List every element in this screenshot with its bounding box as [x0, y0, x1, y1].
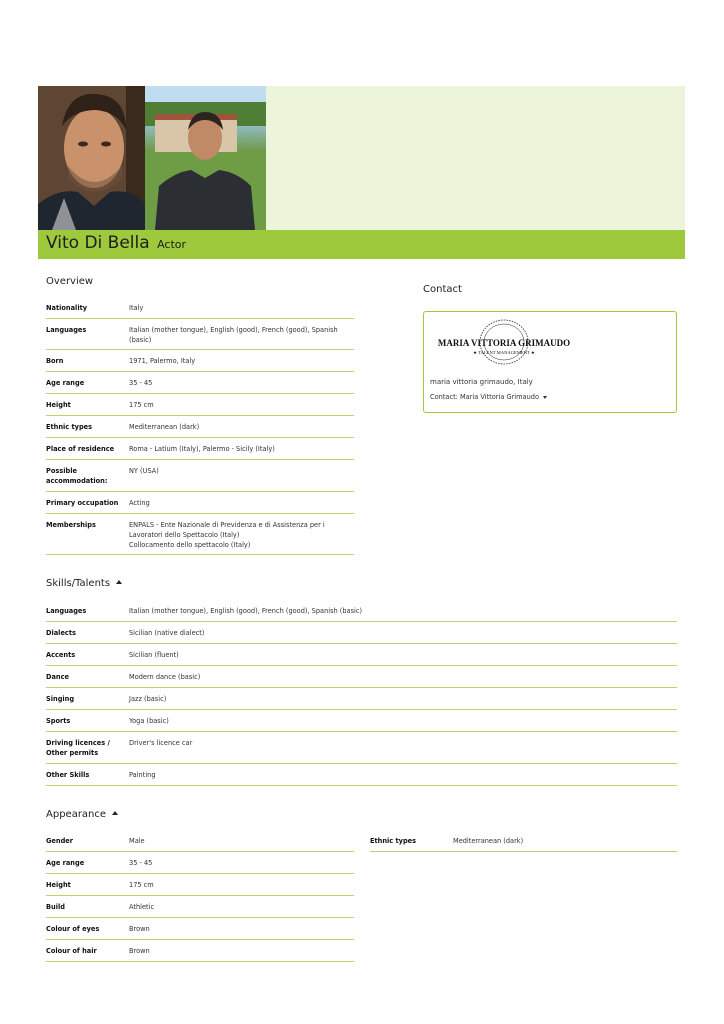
contact-person[interactable] — [430, 393, 547, 401]
name-bar — [38, 230, 685, 259]
agency-logo[interactable] — [430, 318, 580, 376]
skills-title[interactable] — [46, 578, 122, 589]
contact-card — [423, 311, 677, 413]
row-value: Driver's licence car — [129, 739, 193, 747]
row-value: Male — [129, 837, 145, 845]
skills-row — [46, 738, 677, 764]
overview-row — [46, 303, 354, 319]
row-label: Dance — [46, 673, 69, 681]
logo-name: MARIA VITTORIA GRIMAUDO — [437, 338, 571, 348]
skills-row — [46, 628, 677, 644]
appearance-row — [46, 946, 354, 962]
row-label: Colour of eyes — [46, 925, 100, 933]
row-label: Colour of hair — [46, 947, 97, 955]
row-value: Modern dance (basic) — [129, 673, 201, 681]
row-label: Place of residence — [46, 445, 115, 453]
appearance-row — [46, 902, 354, 918]
overview-row — [46, 520, 354, 555]
row-value: Italian (mother tongue), English (good), French (good), Spanish (basic) — [129, 326, 338, 344]
caret-up-icon[interactable] — [116, 580, 122, 584]
profile-photo-1[interactable] — [38, 86, 145, 230]
agency-name: maria vittoria grimaudo, Italy — [430, 378, 533, 386]
row-label: Gender — [46, 837, 74, 845]
row-label: Languages — [46, 326, 87, 334]
row-value: Sicilian (fluent) — [129, 651, 179, 659]
overview-row — [46, 400, 354, 416]
row-label: Build — [46, 903, 65, 911]
skills-row — [46, 770, 677, 786]
profile-photo-2[interactable] — [145, 86, 266, 230]
row-value: 1971, Palermo, Italy — [129, 357, 196, 365]
row-value: Brown — [129, 925, 150, 933]
row-value: Italy — [129, 304, 144, 312]
profile-role: Actor — [157, 238, 187, 251]
row-label: Nationality — [46, 304, 88, 312]
row-value: Acting — [129, 499, 150, 507]
skills-row — [46, 672, 677, 688]
row-label: Born — [46, 357, 64, 365]
row-value: Yoga (basic) — [129, 717, 169, 725]
row-label: Ethnic types — [46, 423, 93, 431]
overview-row — [46, 444, 354, 460]
appearance-row-right — [370, 836, 677, 852]
row-value: Roma - Latium (Italy), Palermo - Sicily (Italy) — [129, 445, 275, 453]
row-value: 175 cm — [129, 401, 154, 409]
row-label: Other Skills — [46, 771, 90, 779]
skills-title-text: Skills/Talents — [46, 578, 111, 589]
overview-row — [46, 498, 354, 514]
chevron-down-icon[interactable] — [543, 396, 547, 399]
skills-row — [46, 650, 677, 666]
appearance-title-text: Appearance — [46, 809, 107, 820]
row-label: Languages — [46, 607, 87, 615]
appearance-title[interactable] — [46, 809, 118, 820]
overview-row — [46, 378, 354, 394]
row-value: NY (USA) — [129, 467, 159, 475]
row-label: Sports — [46, 717, 71, 725]
appearance-row — [46, 836, 354, 852]
row-value: Painting — [129, 771, 156, 779]
skills-row — [46, 716, 677, 732]
row-label: Accents — [46, 651, 76, 659]
contact-title: Contact — [423, 284, 462, 295]
row-value: ENPALS - Ente Nazionale di Previdenza e di Assistenza per i Lavoratori dello Spettacolo (Italy) Collocamento dello spettacolo (Italy) — [129, 521, 325, 549]
row-label: Possible accommodation: — [46, 467, 108, 485]
skills-row — [46, 606, 677, 622]
row-label: Ethnic types — [370, 837, 417, 845]
row-label: Height — [46, 881, 71, 889]
row-value: Mediterranean (dark) — [129, 423, 200, 431]
row-value: 175 cm — [129, 881, 154, 889]
row-label: Age range — [46, 859, 85, 867]
row-label: Age range — [46, 379, 85, 387]
row-value: Jazz (basic) — [129, 695, 167, 703]
row-label: Primary occupation — [46, 499, 119, 507]
overview-title: Overview — [46, 276, 94, 287]
profile-name — [46, 233, 186, 253]
overview-row — [46, 422, 354, 438]
appearance-row — [46, 880, 354, 896]
caret-up-icon[interactable] — [112, 811, 118, 815]
row-label: Driving licences / Other permits — [46, 739, 110, 757]
contact-person-label: Contact: Maria Vittoria Grimaudo — [430, 393, 539, 401]
row-value: 35 - 45 — [129, 379, 153, 387]
profile-name-text: Vito Di Bella — [46, 233, 150, 253]
row-value: Brown — [129, 947, 150, 955]
overview-row — [46, 325, 354, 350]
row-value: Italian (mother tongue), English (good), French (good), Spanish (basic) — [129, 607, 363, 615]
appearance-row — [46, 858, 354, 874]
appearance-row — [46, 924, 354, 940]
row-label: Singing — [46, 695, 75, 703]
overview-row — [46, 356, 354, 372]
row-value: Athletic — [129, 903, 155, 911]
row-label: Dialects — [46, 629, 76, 637]
row-label: Height — [46, 401, 71, 409]
overview-row — [46, 466, 354, 492]
row-value: 35 - 45 — [129, 859, 153, 867]
skills-row — [46, 694, 677, 710]
row-value: Sicilian (native dialect) — [129, 629, 205, 637]
row-value: Mediterranean (dark) — [453, 837, 524, 845]
logo-sub: ★ TALENT MANAGEMENT ★ — [472, 350, 536, 355]
row-label: Memberships — [46, 521, 96, 529]
